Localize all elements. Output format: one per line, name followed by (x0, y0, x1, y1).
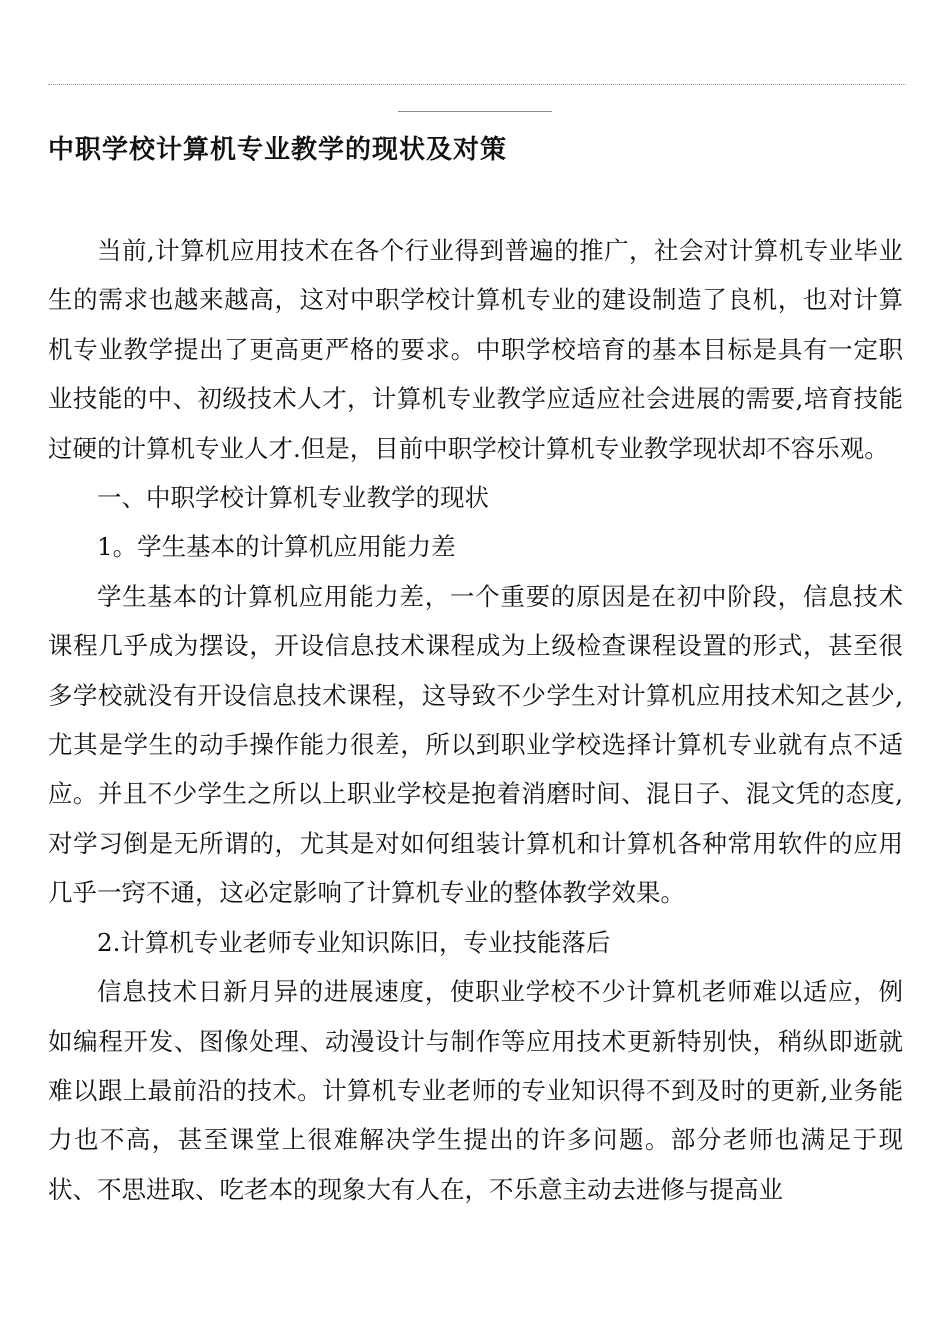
section-heading: 一、中职学校计算机专业教学的现状 (97, 483, 489, 513)
body-paragraph: 信息技术日新月异的进展速度，使职业学校不少计算机老师难以适应，例如编程开发、图像处理、动漫设计与制作等应用技术更新特别快，稍纵即逝就难以跟上最前沿的技术。计算机专业老师的专业知识得不到及时的更新,业务能力也不高，甚至课堂上很难解决学生提出的许多问题。部分老师也满足于现状、不思进取、吃老本的现象大有人在，不乐意主动去进修与提高业 (48, 977, 903, 1204)
header-short-rule (398, 111, 552, 112)
intro-paragraph: 当前,计算机应用技术在各个行业得到普遍的推广，社会对计算机专业毕业生的需求也越来越高，这对中职学校计算机专业的建设制造了良机，也对计算机专业教学提出了更高更严格的要求。中职学校培育的基本目标是具有一定职业技能的中、初级技术人才，计算机专业教学应适应社会进展的需要,培育技能过硬的计算机专业人才.但是，目前中职学校计算机专业教学现状却不容乐观。 (48, 236, 903, 463)
body-paragraph: 学生基本的计算机应用能力差，一个重要的原因是在初中阶段，信息技术课程几乎成为摆设，开设信息技术课程成为上级检查课程设置的形式，甚至很多学校就没有开设信息技术课程，这导致不少学生对计算机应用技术知之甚少,尤其是学生的动手操作能力很差，所以到职业学校选择计算机专业就有点不适应。并且不少学生之所以上职业学校是抱着消磨时间、混日子、混文凭的态度,对学习倒是无所谓的，尤其是对如何组装计算机和计算机各种常用软件的应用几乎一窍不通，这必定影响了计算机专业的整体教学效果。 (48, 581, 903, 908)
document-body (48, 226, 903, 1214)
subsection-heading: 2.计算机专业老师专业知识陈旧，专业技能落后 (97, 927, 611, 957)
header-dotted-rule (48, 84, 906, 85)
document-title: 中职学校计算机专业教学的现状及对策 (48, 135, 508, 165)
subsection-heading: 1。学生基本的计算机应用能力差 (97, 532, 456, 562)
